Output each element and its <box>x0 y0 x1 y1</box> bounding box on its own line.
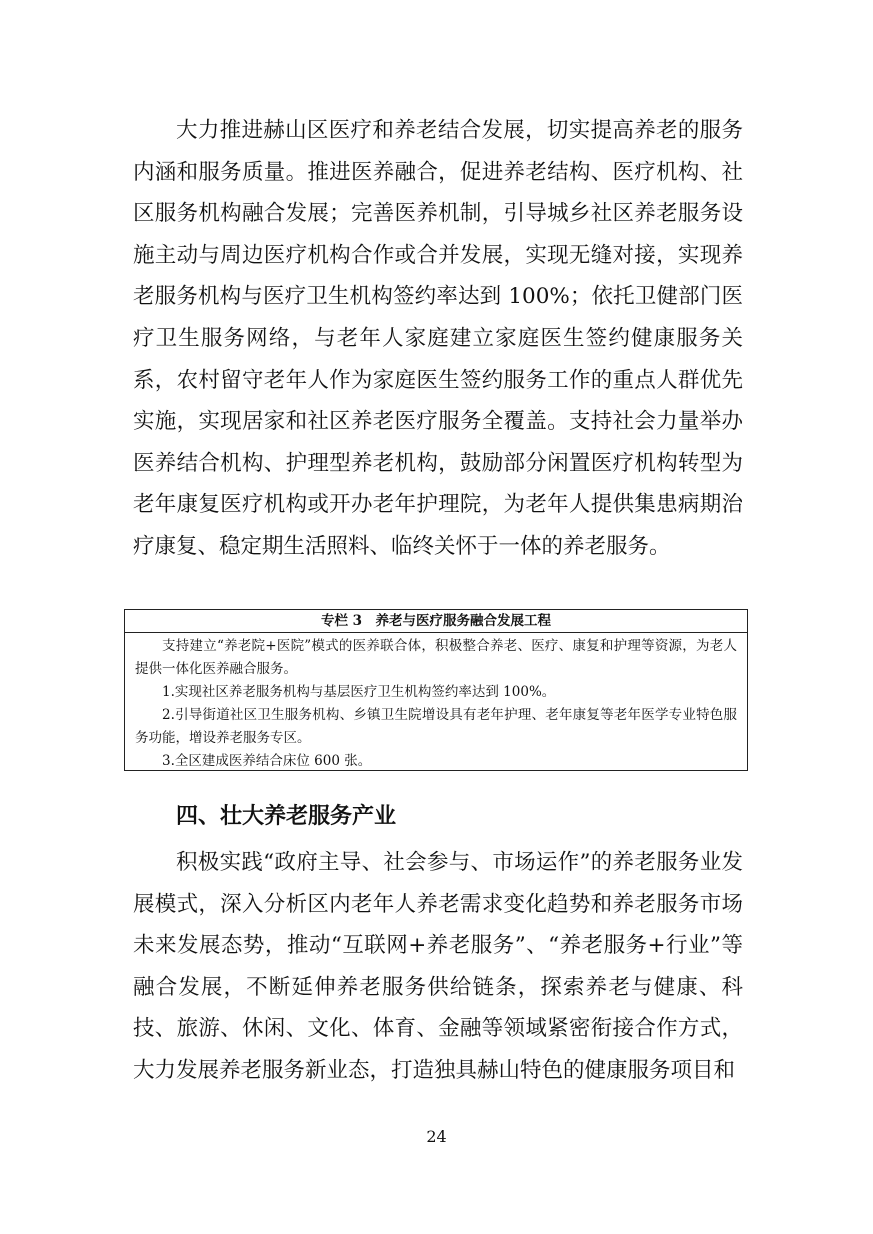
column-box-line: 3.全区建成医养结合床位 600 张。 <box>162 753 372 769</box>
column-box <box>124 609 748 771</box>
column-box-line: 2.引导街道社区卫生服务机构、乡镇卫生院增设具有老年护理、老年康复等老年医学专业特色服务功能，增设养老服务专区。 <box>135 707 737 746</box>
section-heading: 四、壮大养老服务产业 <box>176 804 397 829</box>
column-box-line: 支持建立“养老院+医院”模式的医养联合体，积极整合养老、医疗、康复和护理等资源，为老人提供一体化医养融合服务。 <box>135 638 737 677</box>
paragraph-medical-elderly-care: 大力推进赫山区医疗和养老结合发展，切实提高养老的服务内涵和服务质量。推进医养融合，促进养老结构、医疗机构、社区服务机构融合发展；完善医养机制，引导城乡社区养老服务设施主动与周边医疗机构合作或合并发展，实现无缝对接，实现养老服务机构与医疗卫生机构签约率达到 100%；依托卫健部门医疗卫生服务网络，与老年人家庭建立家庭医生签约健康服务关系，农村留守老年人作为家庭医生签约服务工作的重点人群优先实施，实现居家和社区养老医疗服务全覆盖。支持社会力量举办医养结合机构、护理型养老机构，鼓励部分闲置医疗机构转型为老年康复医疗机构或开办老年护理院，为老年人提供集患病期治疗康复、稳定期生活照料、临终关怀于一体的养老服务。 <box>133 118 743 559</box>
paragraph-elderly-care-industry: 积极实践“政府主导、社会参与、市场运作”的养老服务业发展模式，深入分析区内老年人养老需求变化趋势和养老服务市场未来发展态势，推动“互联网+养老服务”、“养老服务+行业”等融合发展，不断延伸养老服务供给链条，探索养老与健康、科技、旅游、休闲、文化、体育、金融等领域紧密衔接合作方式，大力发展养老服务新业态，打造独具赫山特色的健康服务项目和 <box>133 850 743 1083</box>
page-number: 24 <box>426 1127 447 1146</box>
column-box-title: 专栏 3 养老与医疗服务融合发展工程 <box>125 610 747 633</box>
column-box-line: 1.实现社区养老服务机构与基层医疗卫生机构签约率达到 100%。 <box>162 684 556 700</box>
column-box-body <box>125 633 747 773</box>
